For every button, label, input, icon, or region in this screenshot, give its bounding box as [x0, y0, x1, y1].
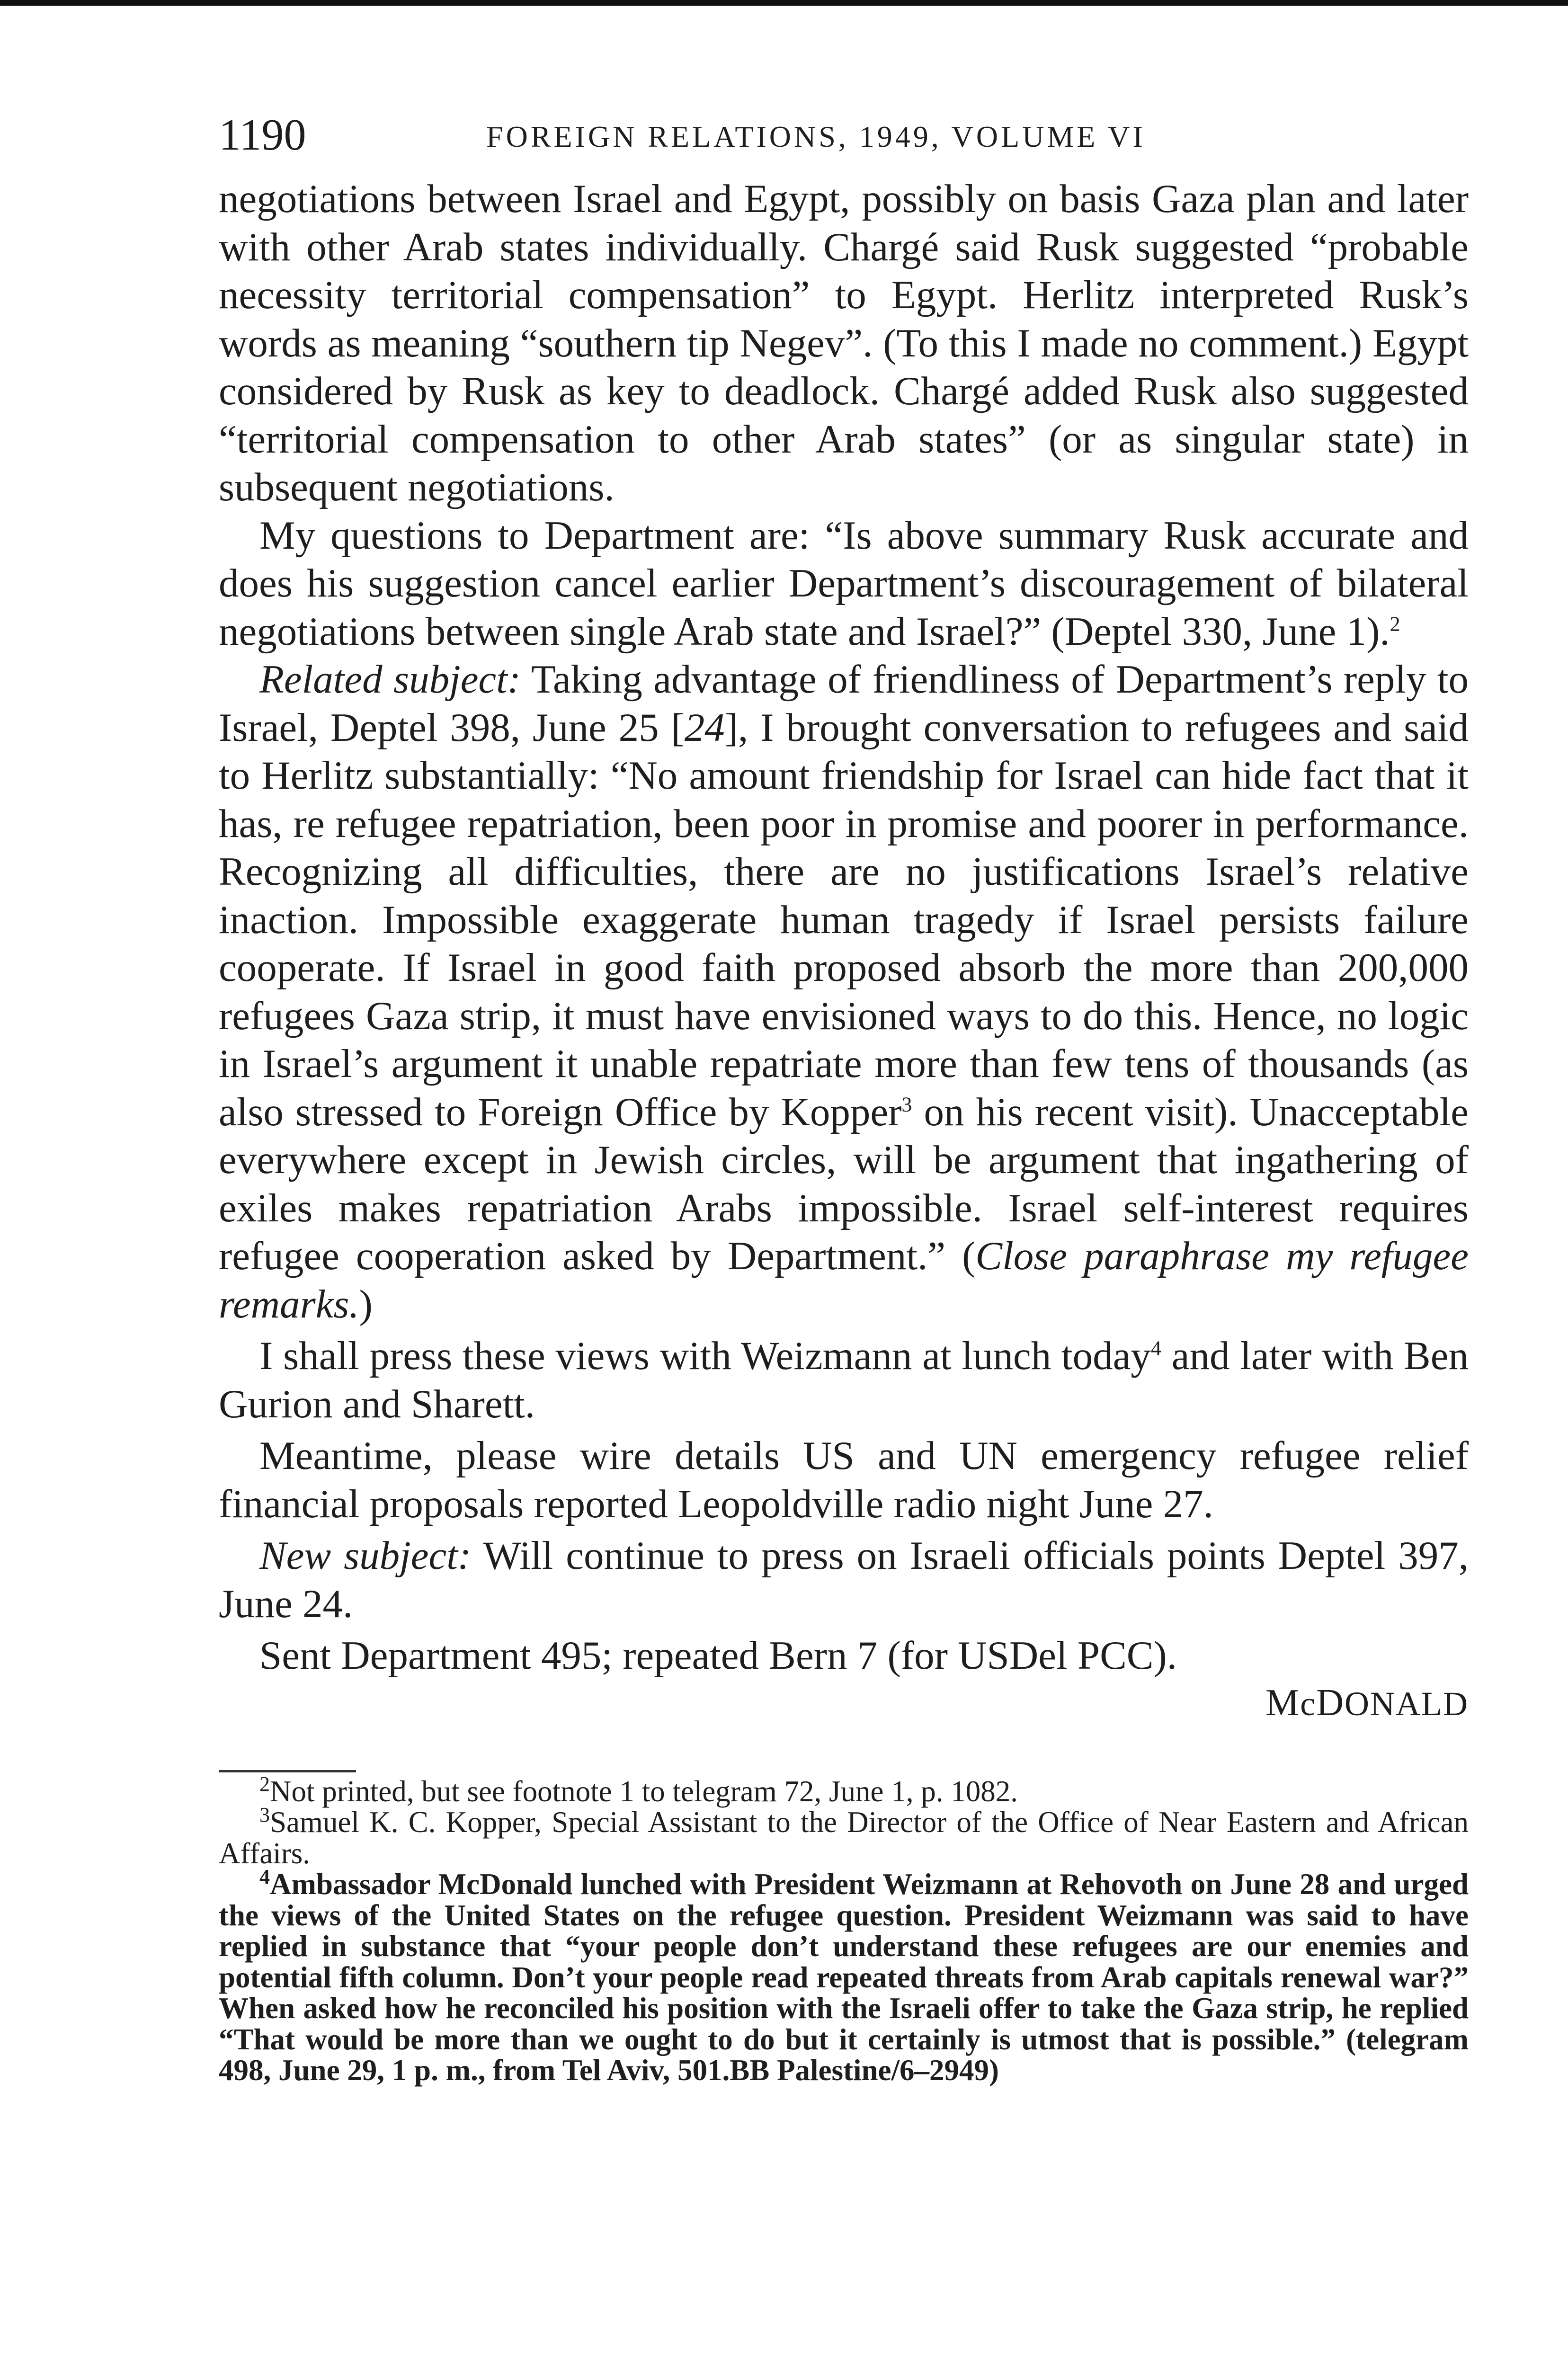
- signature-d: D: [1316, 1682, 1345, 1724]
- bracketed-date: 24: [684, 705, 725, 750]
- new-subject-text: Will continue to press on Israeli officials points Deptel 397, June 24.: [219, 1533, 1469, 1626]
- footnote-rule: [219, 1770, 356, 1772]
- paraphrase-note: Close paraphrase my refugee remarks.: [219, 1234, 1469, 1326]
- signature-rest: ONALD: [1345, 1684, 1469, 1723]
- footnote-4-marker: 4: [259, 1865, 270, 1888]
- footnote-ref-2: 2: [1390, 612, 1400, 636]
- signature: [219, 1680, 1469, 1726]
- paragraph-meantime: Meantime, please wire details US and UN emergency refugee relief financial proposals reported Leopoldville radio night June 27.: [219, 1433, 1469, 1526]
- footnote-2-marker: 2: [259, 1772, 270, 1796]
- running-title: FOREIGN RELATIONS, 1949, VOLUME VI: [486, 120, 1146, 153]
- paragraph-related-subject: [219, 656, 1469, 1328]
- paragraph-questions: [219, 512, 1469, 656]
- footnote-2-text: Not printed, but see footnote 1 to telegram 72, June 1, p. 1082.: [270, 1774, 1018, 1808]
- paragraph-press-views: [219, 1332, 1469, 1428]
- signature-initial: M: [1265, 1682, 1301, 1724]
- top-edge-rule: [0, 0, 1568, 6]
- document-page: [219, 109, 1469, 2086]
- footnote-4-text: Ambassador McDonald lunched with President Weizmann at Rehovoth on June 28 and urged the views of the United States on the refugee question. President Weizmann was said to have replied in substance that “your people don’t understand these refugees are our enemies and potential fifth column. Don’t your people read repeated threats from Arab capitals renewal war?” When asked how he reconciled his position with the Israeli offer to take the Gaza strip, he replied “That would be more than we ought to do but it certainly is utmost that is possible.” (telegram 498, June 29, 1 p. m., from Tel Aviv, 501.BB Palestine/6–2949): [219, 1868, 1469, 2087]
- related-subject-text-c: on his recent visit). Unacceptable everywhere except in Jewish circles, will be argument that ingathering of exiles makes repatriation Arabs impossible. Israel self-interest requires refugee cooperation asked by Department.” (: [219, 1089, 1469, 1278]
- document-body: [219, 175, 1469, 1726]
- paragraph-questions-text: My questions to Department are: “Is above summary Rusk accurate and does his suggestion cancel earlier Department’s discouragement of bilateral negotiations between single Arab state and Israel?” (Deptel 330, June 1).: [219, 513, 1469, 654]
- footnotes: [219, 1770, 1469, 2086]
- footnote-3-text: Samuel K. C. Kopper, Special Assistant to the Director of the Office of Near Eastern and African Affairs.: [219, 1806, 1469, 1870]
- paragraph-sent: Sent Department 495; repeated Bern 7 (for USDel PCC).: [259, 1633, 1177, 1678]
- related-subject-label: Related subject:: [259, 657, 521, 702]
- related-subject-text-b: ], I brought conversation to refugees and said to Herlitz substantially: “No amount friendship for Israel can hide fact that it has, re refugee repatriation, been poor in promise and poorer in performance. Recognizing all difficulties, there are no justifications Israel’s relative inaction. Impossible exaggerate human tragedy if Israel persists failure cooperate. If Israel in good faith proposed absorb the more than 200,000 refugees Gaza strip, it must have envisioned ways to do this. Hence, no logic in Israel’s argument it unable repatriate more than few tens of thousands (as also stressed to Foreign Office by Kopper: [219, 705, 1469, 1134]
- footnote-3: [219, 1803, 1469, 1870]
- running-head: [219, 109, 1469, 166]
- related-subject-text-d: ): [359, 1281, 373, 1326]
- paragraph-continuation: negotiations between Israel and Egypt, possibly on basis Gaza plan and later with other Arab states individually. Chargé said Rusk suggested “probable necessity territorial compensation” to Egypt. Herlitz interpreted Rusk’s words as meaning “southern tip Negev”. (To this I made no comment.) Egypt considered by Rusk as key to deadlock. Chargé added Rusk also suggested “territorial compensation to other Arab states” (or as singular state) in subsequent negotiations.: [219, 177, 1469, 509]
- signature-c: c: [1300, 1684, 1317, 1723]
- footnote-2: [219, 1772, 1469, 1808]
- footnote-ref-3: 3: [901, 1093, 912, 1116]
- footnote-4: [219, 1865, 1469, 2087]
- new-subject-label: New subject:: [259, 1533, 472, 1578]
- page-number: 1190: [219, 110, 306, 160]
- footnote-3-marker: 3: [259, 1803, 270, 1826]
- press-views-text-a: I shall press these views with Weizmann at lunch today: [259, 1334, 1151, 1378]
- press-views-text-b: and later with Ben Gurion and Sharett.: [219, 1334, 1469, 1426]
- footnote-ref-4: 4: [1150, 1336, 1161, 1360]
- paragraph-new-subject: [219, 1532, 1469, 1628]
- related-subject-text-a: Taking advantage of friendliness of Department’s reply to Israel, Deptel 398, June 25 [: [219, 657, 1469, 750]
